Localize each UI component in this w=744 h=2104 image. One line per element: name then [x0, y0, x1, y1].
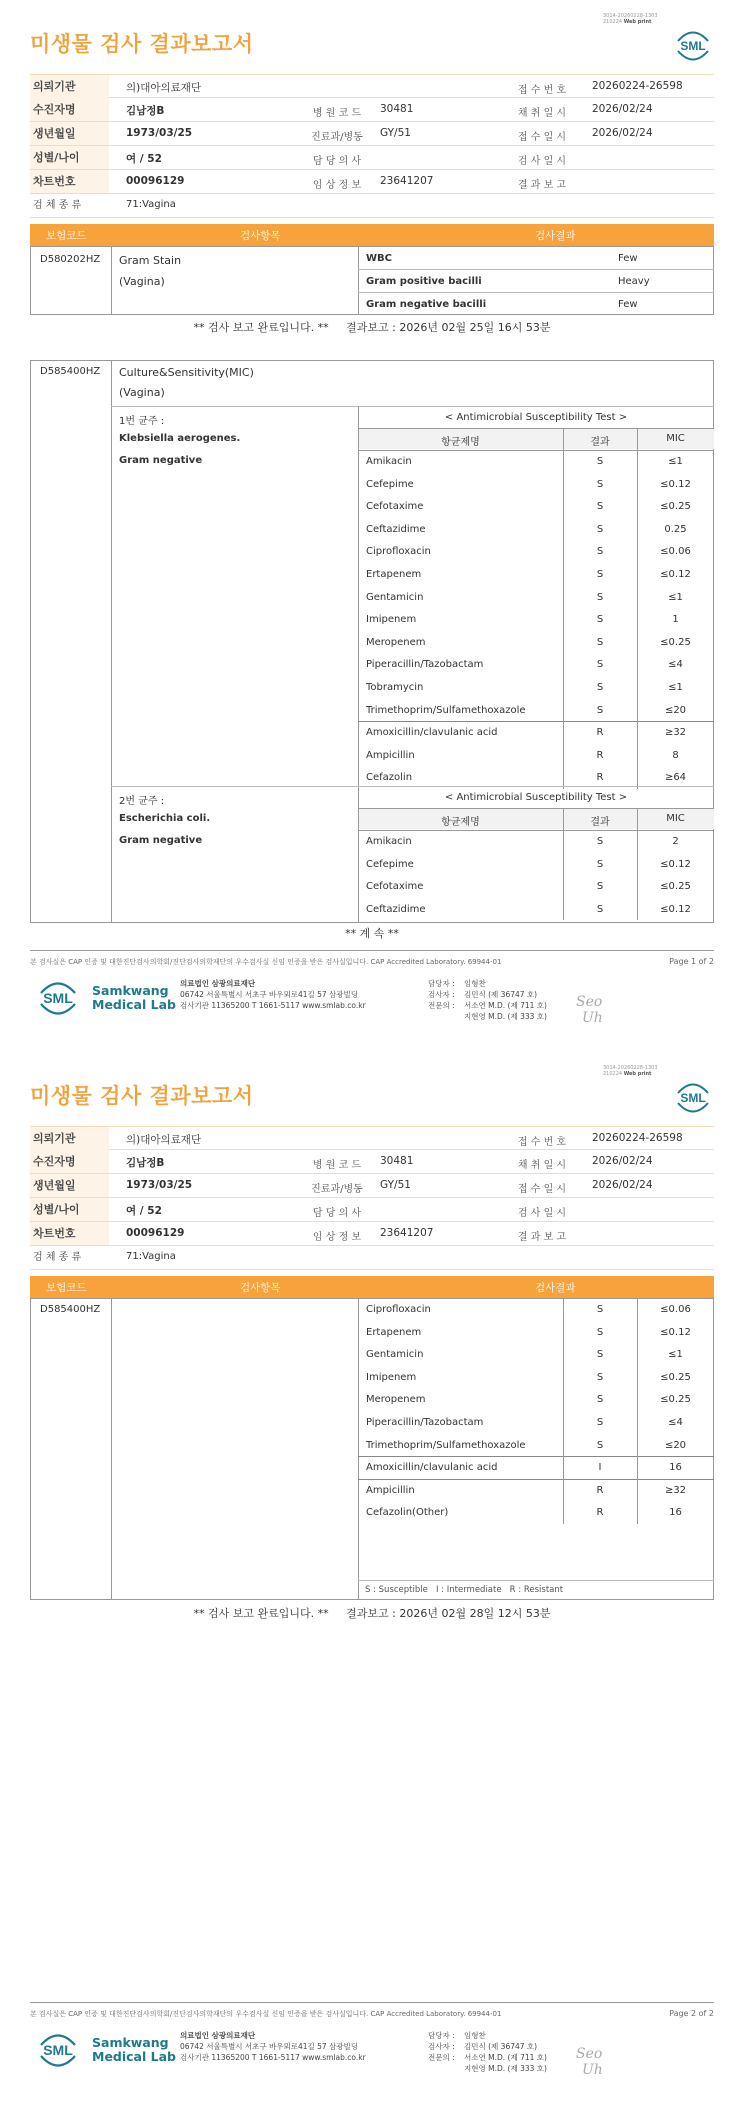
- lab-logo-text: [92, 984, 176, 1012]
- label-receipt-date: 접 수 일 시: [517, 132, 567, 143]
- susceptibility-result: S: [596, 1371, 604, 1383]
- susceptibility-result: S: [596, 1326, 604, 1338]
- group-separator: [358, 1479, 714, 1480]
- ast-col-mic: MIC: [666, 433, 685, 444]
- mic-value: ≤0.12: [660, 478, 691, 490]
- label-collection-date: 채 취 일 시: [517, 1160, 567, 1171]
- drug-name: Amoxicillin/clavulanic acid: [366, 727, 498, 739]
- label-patient-name: 수진자명: [30, 98, 109, 121]
- label-test-date: 검 사 일 시: [517, 1208, 567, 1219]
- value-receipt-date: 2026/02/24: [592, 127, 653, 139]
- value-specimen: 71:Vagina: [126, 199, 176, 210]
- svg-text:SML: SML: [43, 2042, 73, 2058]
- mic-value: ≤0.25: [660, 1394, 691, 1406]
- institution-info: [180, 978, 366, 1011]
- signature-2: Uh: [582, 1010, 603, 1026]
- susceptibility-legend: S : Susceptible I : Intermediate R : Resistant: [365, 1585, 564, 1595]
- label-collection-date: 채 취 일 시: [517, 108, 567, 119]
- report-complete-notice: ** 검사 보고 완료입니다. ** 결과보고 : 2026년 02월 25일 16시 53분: [193, 321, 551, 334]
- organism-gram: Gram negative: [119, 835, 203, 846]
- staff-row: [428, 2063, 547, 2074]
- mic-value: ≥32: [664, 1484, 687, 1496]
- ast-col-result: 결과: [590, 437, 610, 448]
- susceptibility-result: S: [596, 881, 604, 893]
- drug-name: Tobramycin: [366, 682, 424, 693]
- ast-col-drug: 항균제명: [441, 817, 480, 828]
- culture-code: D585400HZ: [40, 1304, 101, 1315]
- mic-value: ≤1: [668, 1349, 683, 1361]
- gram-result-value: Few: [618, 253, 638, 264]
- label-specimen: 검 체 종 류: [30, 1246, 109, 1269]
- logo-line: Samkwang: [92, 983, 169, 998]
- group-separator: [358, 721, 714, 722]
- value-receipt-date: 2026/02/24: [592, 1179, 653, 1191]
- susceptibility-result: S: [596, 903, 604, 915]
- label-sex-age: 성별/나이: [30, 146, 109, 169]
- label-report-date: 결 과 보 고: [517, 1232, 567, 1243]
- susceptibility-result: S: [596, 704, 604, 716]
- value-accession-no: 20260224-26598: [592, 1132, 683, 1144]
- results-table-header: [30, 224, 714, 246]
- staff-name: 김민식 (제 36747 호): [464, 990, 538, 999]
- label-institution: 의뢰기관: [30, 1127, 109, 1150]
- mic-value: ≤0.06: [660, 1304, 691, 1315]
- susceptibility-result: S: [596, 1439, 604, 1451]
- drug-name: Imipenem: [366, 614, 417, 626]
- col-test-item: 검사항목: [240, 1282, 281, 1294]
- drug-name: Ceftazidime: [366, 903, 426, 915]
- group-separator: [358, 1456, 714, 1457]
- label-specimen: 검 체 종 류: [30, 194, 109, 217]
- gram-code: D580202HZ: [40, 254, 101, 265]
- header-row-institution: [30, 74, 714, 98]
- sml-logo-icon: [36, 2030, 80, 2070]
- value-institution: 의)대아의료재단: [126, 82, 202, 94]
- logo-line: Medical Lab: [92, 2049, 176, 2064]
- ast-col-divider: [637, 1298, 638, 1524]
- institution-name: 의료법인 삼광의료재단: [180, 2031, 256, 2040]
- drug-name: Ertapenem: [366, 1326, 422, 1338]
- mic-value: ≤0.25: [660, 636, 691, 648]
- header-row-birth: [30, 1174, 714, 1198]
- susceptibility-result: S: [596, 682, 604, 693]
- label-report-date: 결 과 보 고: [517, 180, 567, 191]
- lab-logo-text: [92, 2036, 176, 2064]
- gram-result-value: Heavy: [618, 276, 650, 287]
- header-row-birth: [30, 122, 714, 146]
- susceptibility-result: S: [596, 836, 604, 847]
- sml-logo-icon: [674, 28, 712, 64]
- susceptibility-result: S: [596, 636, 604, 648]
- organism-number: 1번 균주 :: [119, 416, 165, 427]
- mic-value: 8: [672, 749, 679, 761]
- print-info: 210224 Web print: [603, 19, 652, 25]
- print-id: 3014-20260228-1303: [603, 13, 658, 19]
- value-chart-no: 00096129: [126, 1227, 185, 1239]
- label-department: 진료과/병동: [311, 132, 363, 143]
- susceptibility-result: S: [596, 478, 604, 490]
- staff-role: 전문의 :: [428, 1001, 455, 1010]
- logo-line: Medical Lab: [92, 997, 176, 1012]
- drug-name: Gentamicin: [366, 1349, 424, 1361]
- drug-name: Piperacillin/Tazobactam: [366, 1417, 484, 1428]
- accreditation-text: 본 검사실은 CAP 인증 및 대한진단검사의학회/진단검사의학재단의 우수검사실 신임 인증을 받은 검사실입니다. CAP Accredited Laboratory. 69944-01: [30, 958, 502, 966]
- col-insurance-code: 보험코드: [46, 230, 87, 242]
- staff-row: [428, 1011, 547, 1022]
- mic-value: ≤1: [668, 591, 683, 603]
- value-accession-no: 20260224-26598: [592, 80, 683, 92]
- patient-info-header: [30, 74, 714, 218]
- label-department: 진료과/병동: [311, 1184, 363, 1195]
- susceptibility-result: S: [596, 1304, 604, 1315]
- header-row-institution: [30, 1126, 714, 1150]
- drug-name: Cefepime: [366, 478, 414, 490]
- label-sex-age: 성별/나이: [30, 1198, 109, 1221]
- col-test-result: 검사결과: [535, 230, 576, 242]
- drug-name: Ceftazidime: [366, 523, 426, 535]
- ast-header-line: [358, 830, 714, 831]
- mic-value: ≤0.12: [660, 569, 691, 580]
- mic-value: ≤0.25: [660, 881, 691, 893]
- value-birth-date: 1973/03/25: [126, 127, 193, 139]
- mic-value: ≤20: [664, 1439, 687, 1451]
- label-physician: 담 당 의 사: [312, 156, 362, 167]
- page-number: Page 1 of 2: [669, 957, 714, 966]
- label-clinical-info: 임 상 정 보: [312, 1232, 362, 1243]
- value-hospital-code: 30481: [380, 1155, 414, 1167]
- susceptibility-result: S: [596, 546, 604, 558]
- drug-name: Ertapenem: [366, 569, 422, 580]
- staff-role: 담당자 :: [428, 979, 455, 988]
- drug-name: Meropenem: [366, 1394, 426, 1406]
- mic-value: ≤0.25: [660, 1371, 691, 1383]
- value-collection-date: 2026/02/24: [592, 1155, 653, 1167]
- ast-col-drug: 항균제명: [441, 437, 480, 448]
- staff-row: [428, 2030, 547, 2041]
- gram-item-specimen: (Vagina): [119, 275, 165, 288]
- ast-header-line: [358, 450, 714, 451]
- ast-col-divider: [563, 1298, 564, 1524]
- label-accession-no: 접 수 번 호: [517, 85, 567, 96]
- drug-name: Cefotaxime: [366, 881, 424, 893]
- mic-value: ≤0.25: [660, 501, 691, 513]
- drug-name: Trimethoprim/Sulfamethoxazole: [366, 1439, 526, 1451]
- header-row-specimen: [30, 194, 714, 218]
- organism-name: Klebsiella aerogenes.: [119, 433, 241, 444]
- page-number: Page 2 of 2: [669, 2009, 714, 2018]
- drug-name: Ampicillin: [366, 1484, 415, 1496]
- gram-result-value: Few: [618, 299, 638, 310]
- mic-value: ≤0.12: [660, 1326, 691, 1338]
- col-insurance-code: 보험코드: [46, 1282, 87, 1294]
- drug-name: Amikacin: [366, 456, 412, 467]
- accreditation-footnote: [30, 2002, 714, 2019]
- header-row-chart: [30, 1222, 714, 1246]
- institution-address: 06742 서울특별시 서초구 바우뫼로41길 57 삼광빌딩: [180, 990, 359, 999]
- susceptibility-result: S: [596, 456, 604, 467]
- institution-contact: 검사기관 11365200 T 1661-5117 www.smlab.co.kr: [180, 2053, 366, 2062]
- culture-item-name: Culture&Sensitivity(MIC): [119, 366, 254, 379]
- accreditation-footnote: [30, 950, 714, 967]
- susceptibility-result: I: [598, 1462, 602, 1474]
- mic-value: ≤0.06: [660, 546, 691, 558]
- report-title: 미생물 검사 결과보고서: [30, 1084, 254, 1108]
- label-birth-date: 생년월일: [30, 1174, 109, 1197]
- value-patient-name: 김남정B: [126, 105, 165, 117]
- label-receipt-date: 접 수 일 시: [517, 1184, 567, 1195]
- label-chart-no: 차트번호: [30, 1222, 109, 1245]
- susceptibility-result: S: [596, 1417, 604, 1428]
- drug-name: Cefazolin(Other): [366, 1507, 449, 1519]
- drug-name: Ampicillin: [366, 749, 415, 761]
- mic-value: ≤4: [668, 659, 683, 671]
- value-clinical-info: 23641207: [380, 175, 434, 187]
- organism-name: Escherichia coli.: [119, 813, 211, 824]
- drug-name: Trimethoprim/Sulfamethoxazole: [366, 704, 526, 716]
- sml-logo-icon: [674, 1080, 712, 1116]
- gram-result-name: WBC: [366, 253, 392, 264]
- susceptibility-result: S: [596, 614, 604, 626]
- mic-value: ≤20: [664, 704, 687, 716]
- staff-row: [428, 989, 547, 1000]
- mic-value: 0.25: [664, 523, 687, 535]
- col-test-item: 검사항목: [240, 230, 281, 242]
- drug-name: Amikacin: [366, 836, 412, 847]
- accreditation-text: 본 검사실은 CAP 인증 및 대한진단검사의학회/진단검사의학재단의 우수검사실 신임 인증을 받은 검사실입니다. CAP Accredited Laboratory. 69944-01: [30, 2010, 502, 2018]
- value-birth-date: 1973/03/25: [126, 1179, 193, 1191]
- institution-address: 06742 서울특별시 서초구 바우뫼로41길 57 삼광빌딩: [180, 2042, 359, 2051]
- staff-role: 담당자 :: [428, 2031, 455, 2040]
- staff-name: 김민식 (제 36747 호): [464, 2042, 538, 2051]
- susceptibility-result: S: [596, 659, 604, 671]
- value-patient-name: 김남정B: [126, 1157, 165, 1169]
- header-row-patient: [30, 1150, 714, 1174]
- col-test-result: 검사결과: [535, 1282, 576, 1294]
- gram-item-name: Gram Stain: [119, 254, 182, 267]
- label-patient-name: 수진자명: [30, 1150, 109, 1173]
- staff-role: 검사자 :: [428, 990, 455, 999]
- label-chart-no: 차트번호: [30, 170, 109, 193]
- ast-col-divider: [637, 808, 638, 920]
- staff-name: 서소연 M.D. (제 711 호): [464, 1001, 547, 1010]
- print-mark: [603, 13, 658, 25]
- header-row-sex-age: [30, 1198, 714, 1222]
- susceptibility-result: R: [596, 1484, 604, 1496]
- print-id: 3014-20260228-1303: [603, 1065, 658, 1071]
- continued-notice: ** 계 속 **: [345, 927, 399, 940]
- label-clinical-info: 임 상 정 보: [312, 180, 362, 191]
- mic-value: ≤1: [668, 456, 683, 467]
- drug-name: Cefazolin: [366, 772, 413, 784]
- organism-number: 2번 균주 :: [119, 796, 165, 807]
- susceptibility-result: S: [596, 569, 604, 580]
- signature-2: Uh: [582, 2062, 603, 2078]
- mic-value: ≤4: [668, 1417, 683, 1428]
- culture-item-specimen: (Vagina): [119, 386, 165, 399]
- ast-title: < Antimicrobial Susceptibility Test >: [444, 412, 628, 423]
- drug-name: Cefotaxime: [366, 501, 424, 513]
- staff-row: [428, 1000, 547, 1011]
- mic-value: ≥32: [664, 727, 687, 739]
- staff-name: 서소연 M.D. (제 711 호): [464, 2053, 547, 2062]
- report-page-2: [0, 1052, 744, 2104]
- susceptibility-result: R: [596, 749, 604, 761]
- staff-row: [428, 2041, 547, 2052]
- culture-code: D585400HZ: [40, 366, 101, 377]
- susceptibility-result: S: [596, 858, 604, 870]
- value-collection-date: 2026/02/24: [592, 103, 653, 115]
- svg-text:SML: SML: [680, 39, 706, 53]
- value-sex-age: 여 / 52: [126, 1205, 162, 1217]
- ast-col-result: 결과: [590, 817, 610, 828]
- header-row-patient: [30, 98, 714, 122]
- value-clinical-info: 23641207: [380, 1227, 434, 1239]
- mic-value: ≤0.12: [660, 903, 691, 915]
- drug-name: Amoxicillin/clavulanic acid: [366, 1462, 498, 1474]
- drug-name: Meropenem: [366, 636, 426, 648]
- mic-value: ≥64: [664, 772, 687, 784]
- ast-col-divider: [637, 428, 638, 789]
- header-row-sex-age: [30, 146, 714, 170]
- svg-text:SML: SML: [680, 1091, 706, 1105]
- ast-col-divider: [563, 808, 564, 920]
- staff-row: [428, 2052, 547, 2063]
- value-chart-no: 00096129: [126, 175, 185, 187]
- institution-info: [180, 2030, 366, 2063]
- gram-result-name: Gram negative bacilli: [366, 299, 487, 310]
- logo-line: Samkwang: [92, 2035, 169, 2050]
- report-complete-notice: ** 검사 보고 완료입니다. ** 결과보고 : 2026년 02월 28일 12시 53분: [193, 1607, 551, 1620]
- susceptibility-result: S: [596, 523, 604, 535]
- mic-value: 1: [672, 614, 679, 626]
- staff-list: [428, 978, 547, 1022]
- report-title: 미생물 검사 결과보고서: [30, 32, 254, 56]
- svg-text:SML: SML: [43, 990, 73, 1006]
- mic-value: 2: [672, 836, 679, 847]
- ast-col-divider: [563, 428, 564, 789]
- mic-value: 16: [669, 1507, 682, 1519]
- signature-1: Seo: [576, 2046, 603, 2062]
- value-department: GY/51: [380, 1179, 411, 1191]
- susceptibility-result: R: [596, 1507, 604, 1519]
- susceptibility-result: R: [596, 727, 604, 739]
- staff-name: 임형찬: [464, 2031, 486, 2040]
- value-specimen: 71:Vagina: [126, 1251, 176, 1262]
- staff-list: [428, 2030, 547, 2074]
- header-row-chart: [30, 170, 714, 194]
- label-accession-no: 접 수 번 호: [517, 1137, 567, 1148]
- print-mark: [603, 1065, 658, 1077]
- value-institution: 의)대아의료재단: [126, 1134, 202, 1146]
- susceptibility-result: S: [596, 591, 604, 603]
- mic-value: ≤0.12: [660, 858, 691, 870]
- results-table-header: [30, 1276, 714, 1298]
- mic-value: ≤1: [668, 682, 683, 693]
- value-hospital-code: 30481: [380, 103, 414, 115]
- drug-name: Ciprofloxacin: [366, 1304, 431, 1315]
- gram-result-name: Gram positive bacilli: [366, 276, 482, 287]
- label-hospital-code: 병 원 코 드: [312, 1160, 362, 1171]
- label-institution: 의뢰기관: [30, 75, 109, 98]
- value-department: GY/51: [380, 127, 411, 139]
- susceptibility-result: S: [596, 1394, 604, 1406]
- signature-1: Seo: [576, 994, 603, 1010]
- sml-logo-icon: [36, 978, 80, 1018]
- staff-name: 지현영 M.D. (제 333 호): [464, 2064, 547, 2073]
- label-hospital-code: 병 원 코 드: [312, 108, 362, 119]
- label-physician: 담 당 의 사: [312, 1208, 362, 1219]
- staff-role: 검사자 :: [428, 2042, 455, 2051]
- header-row-specimen: [30, 1246, 714, 1270]
- mic-value: 16: [669, 1462, 682, 1474]
- print-info: 210224 Web print: [603, 1071, 652, 1077]
- label-test-date: 검 사 일 시: [517, 156, 567, 167]
- drug-name: Gentamicin: [366, 591, 424, 603]
- ast-col-mic: MIC: [666, 813, 685, 824]
- staff-row: [428, 978, 547, 989]
- organism-gram: Gram negative: [119, 455, 203, 466]
- patient-info-header: [30, 1126, 714, 1270]
- drug-name: Ciprofloxacin: [366, 546, 431, 558]
- susceptibility-result: S: [596, 501, 604, 513]
- drug-name: Cefepime: [366, 858, 414, 870]
- label-birth-date: 생년월일: [30, 122, 109, 145]
- institution-name: 의료법인 삼광의료재단: [180, 979, 256, 988]
- staff-name: 임형찬: [464, 979, 486, 988]
- susceptibility-result: S: [596, 1349, 604, 1361]
- staff-role: 전문의 :: [428, 2053, 455, 2062]
- ast-title: < Antimicrobial Susceptibility Test >: [444, 792, 628, 803]
- value-sex-age: 여 / 52: [126, 153, 162, 165]
- staff-name: 지현영 M.D. (제 333 호): [464, 1012, 547, 1021]
- drug-name: Imipenem: [366, 1371, 417, 1383]
- drug-name: Piperacillin/Tazobactam: [366, 659, 484, 671]
- institution-contact: 검사기관 11365200 T 1661-5117 www.smlab.co.kr: [180, 1001, 366, 1010]
- susceptibility-result: R: [596, 772, 604, 784]
